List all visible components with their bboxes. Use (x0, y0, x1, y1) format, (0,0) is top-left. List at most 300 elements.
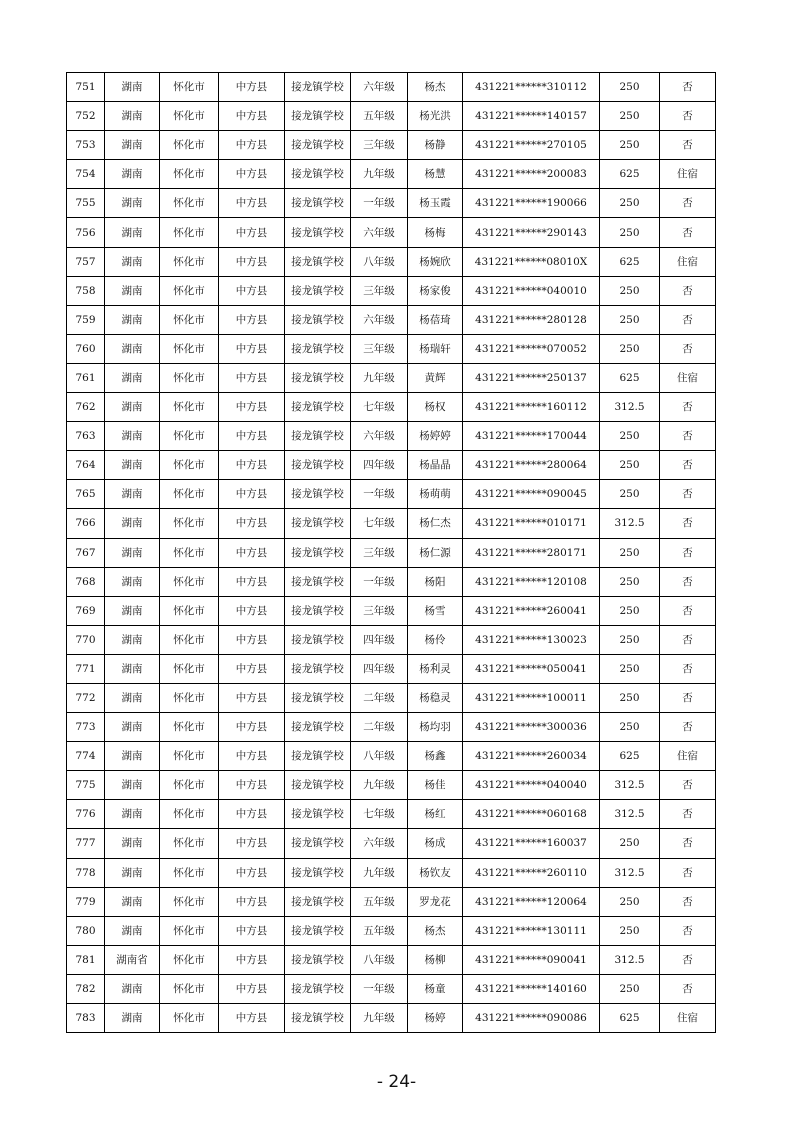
seq-cell: 778 (67, 858, 105, 887)
grade-cell: 三年级 (351, 596, 408, 625)
boarding-cell: 否 (660, 334, 716, 363)
city-cell: 怀化市 (160, 160, 219, 189)
id-number-cell: 431221******300036 (463, 713, 600, 742)
county-cell: 中方县 (219, 305, 285, 334)
school-cell: 接龙镇学校 (285, 393, 351, 422)
city-cell: 怀化市 (160, 247, 219, 276)
seq-cell: 754 (67, 160, 105, 189)
school-cell: 接龙镇学校 (285, 480, 351, 509)
school-cell: 接龙镇学校 (285, 73, 351, 102)
county-cell: 中方县 (219, 771, 285, 800)
county-cell: 中方县 (219, 276, 285, 305)
seq-cell: 751 (67, 73, 105, 102)
id-number-cell: 431221******040010 (463, 276, 600, 305)
name-cell: 杨红 (408, 800, 463, 829)
grade-cell: 六年级 (351, 218, 408, 247)
table-row (67, 800, 716, 829)
city-cell: 怀化市 (160, 218, 219, 247)
seq-cell: 763 (67, 422, 105, 451)
boarding-cell: 否 (660, 538, 716, 567)
county-cell: 中方县 (219, 567, 285, 596)
seq-cell: 782 (67, 974, 105, 1003)
grade-cell: 九年级 (351, 771, 408, 800)
city-cell: 怀化市 (160, 596, 219, 625)
boarding-cell: 否 (660, 218, 716, 247)
school-cell: 接龙镇学校 (285, 800, 351, 829)
school-cell: 接龙镇学校 (285, 683, 351, 712)
table-row (67, 887, 716, 916)
boarding-cell: 否 (660, 102, 716, 131)
grade-cell: 七年级 (351, 393, 408, 422)
city-cell: 怀化市 (160, 771, 219, 800)
school-cell: 接龙镇学校 (285, 451, 351, 480)
boarding-cell: 否 (660, 596, 716, 625)
province-cell: 湖南 (105, 596, 160, 625)
province-cell: 湖南 (105, 218, 160, 247)
table-row (67, 683, 716, 712)
table-row (67, 451, 716, 480)
city-cell: 怀化市 (160, 916, 219, 945)
boarding-cell: 否 (660, 305, 716, 334)
boarding-cell: 否 (660, 683, 716, 712)
grade-cell: 四年级 (351, 451, 408, 480)
county-cell: 中方县 (219, 683, 285, 712)
grade-cell: 六年级 (351, 73, 408, 102)
school-cell: 接龙镇学校 (285, 742, 351, 771)
grade-cell: 五年级 (351, 916, 408, 945)
table-row (67, 742, 716, 771)
seq-cell: 770 (67, 625, 105, 654)
id-number-cell: 431221******310112 (463, 73, 600, 102)
id-number-cell: 431221******280171 (463, 538, 600, 567)
name-cell: 杨家俊 (408, 276, 463, 305)
province-cell: 湖南 (105, 131, 160, 160)
amount-cell: 250 (600, 218, 660, 247)
amount-cell: 250 (600, 73, 660, 102)
amount-cell: 250 (600, 829, 660, 858)
table-row (67, 102, 716, 131)
province-cell: 湖南 (105, 713, 160, 742)
city-cell: 怀化市 (160, 887, 219, 916)
seq-cell: 765 (67, 480, 105, 509)
amount-cell: 312.5 (600, 393, 660, 422)
id-number-cell: 431221******270105 (463, 131, 600, 160)
grade-cell: 八年级 (351, 742, 408, 771)
province-cell: 湖南 (105, 916, 160, 945)
boarding-cell: 否 (660, 800, 716, 829)
province-cell: 湖南 (105, 422, 160, 451)
seq-cell: 756 (67, 218, 105, 247)
seq-cell: 766 (67, 509, 105, 538)
id-number-cell: 431221******260041 (463, 596, 600, 625)
amount-cell: 250 (600, 538, 660, 567)
county-cell: 中方县 (219, 858, 285, 887)
table-row (67, 829, 716, 858)
city-cell: 怀化市 (160, 305, 219, 334)
seq-cell: 767 (67, 538, 105, 567)
province-cell: 湖南 (105, 683, 160, 712)
table-row (67, 771, 716, 800)
id-number-cell: 431221******190066 (463, 189, 600, 218)
id-number-cell: 431221******090041 (463, 945, 600, 974)
amount-cell: 250 (600, 916, 660, 945)
id-number-cell: 431221******140157 (463, 102, 600, 131)
boarding-cell: 否 (660, 771, 716, 800)
seq-cell: 779 (67, 887, 105, 916)
province-cell: 湖南 (105, 480, 160, 509)
name-cell: 杨婷婷 (408, 422, 463, 451)
boarding-cell: 住宿 (660, 742, 716, 771)
amount-cell: 250 (600, 422, 660, 451)
boarding-cell: 住宿 (660, 247, 716, 276)
province-cell: 湖南 (105, 102, 160, 131)
school-cell: 接龙镇学校 (285, 625, 351, 654)
boarding-cell: 否 (660, 131, 716, 160)
name-cell: 杨阳 (408, 567, 463, 596)
school-cell: 接龙镇学校 (285, 363, 351, 392)
school-cell: 接龙镇学校 (285, 887, 351, 916)
seq-cell: 776 (67, 800, 105, 829)
id-number-cell: 431221******090045 (463, 480, 600, 509)
city-cell: 怀化市 (160, 509, 219, 538)
county-cell: 中方县 (219, 247, 285, 276)
id-number-cell: 431221******290143 (463, 218, 600, 247)
county-cell: 中方县 (219, 509, 285, 538)
table-row (67, 654, 716, 683)
county-cell: 中方县 (219, 393, 285, 422)
school-cell: 接龙镇学校 (285, 509, 351, 538)
boarding-cell: 否 (660, 480, 716, 509)
grade-cell: 三年级 (351, 131, 408, 160)
name-cell: 杨均羽 (408, 713, 463, 742)
seq-cell: 773 (67, 713, 105, 742)
city-cell: 怀化市 (160, 829, 219, 858)
city-cell: 怀化市 (160, 451, 219, 480)
seq-cell: 780 (67, 916, 105, 945)
province-cell: 湖南 (105, 305, 160, 334)
school-cell: 接龙镇学校 (285, 102, 351, 131)
province-cell: 湖南省 (105, 945, 160, 974)
city-cell: 怀化市 (160, 567, 219, 596)
province-cell: 湖南 (105, 334, 160, 363)
id-number-cell: 431221******120064 (463, 887, 600, 916)
name-cell: 杨佳 (408, 771, 463, 800)
city-cell: 怀化市 (160, 480, 219, 509)
boarding-cell: 否 (660, 654, 716, 683)
grade-cell: 九年级 (351, 1004, 408, 1033)
grade-cell: 一年级 (351, 567, 408, 596)
boarding-cell: 否 (660, 509, 716, 538)
province-cell: 湖南 (105, 567, 160, 596)
grade-cell: 五年级 (351, 887, 408, 916)
id-number-cell: 431221******160037 (463, 829, 600, 858)
city-cell: 怀化市 (160, 131, 219, 160)
id-number-cell: 431221******090086 (463, 1004, 600, 1033)
id-number-cell: 431221******280128 (463, 305, 600, 334)
table-row (67, 305, 716, 334)
amount-cell: 250 (600, 334, 660, 363)
province-cell: 湖南 (105, 974, 160, 1003)
grade-cell: 一年级 (351, 974, 408, 1003)
grade-cell: 六年级 (351, 829, 408, 858)
grade-cell: 一年级 (351, 480, 408, 509)
seq-cell: 775 (67, 771, 105, 800)
grade-cell: 一年级 (351, 189, 408, 218)
name-cell: 杨婉欣 (408, 247, 463, 276)
province-cell: 湖南 (105, 509, 160, 538)
grade-cell: 三年级 (351, 276, 408, 305)
amount-cell: 312.5 (600, 800, 660, 829)
name-cell: 杨瑞轩 (408, 334, 463, 363)
amount-cell: 250 (600, 654, 660, 683)
county-cell: 中方县 (219, 625, 285, 654)
id-number-cell: 431221******130023 (463, 625, 600, 654)
table-row (67, 1004, 716, 1033)
county-cell: 中方县 (219, 189, 285, 218)
amount-cell: 312.5 (600, 771, 660, 800)
name-cell: 杨蓓琦 (408, 305, 463, 334)
boarding-cell: 否 (660, 73, 716, 102)
school-cell: 接龙镇学校 (285, 858, 351, 887)
grade-cell: 二年级 (351, 683, 408, 712)
city-cell: 怀化市 (160, 742, 219, 771)
table-row (67, 713, 716, 742)
table-row (67, 160, 716, 189)
name-cell: 杨柳 (408, 945, 463, 974)
school-cell: 接龙镇学校 (285, 538, 351, 567)
seq-cell: 760 (67, 334, 105, 363)
amount-cell: 250 (600, 131, 660, 160)
seq-cell: 774 (67, 742, 105, 771)
school-cell: 接龙镇学校 (285, 189, 351, 218)
grade-cell: 九年级 (351, 160, 408, 189)
county-cell: 中方县 (219, 596, 285, 625)
city-cell: 怀化市 (160, 625, 219, 654)
county-cell: 中方县 (219, 887, 285, 916)
amount-cell: 250 (600, 974, 660, 1003)
id-number-cell: 431221******120108 (463, 567, 600, 596)
province-cell: 湖南 (105, 247, 160, 276)
name-cell: 杨权 (408, 393, 463, 422)
county-cell: 中方县 (219, 160, 285, 189)
province-cell: 湖南 (105, 160, 160, 189)
boarding-cell: 否 (660, 974, 716, 1003)
seq-cell: 752 (67, 102, 105, 131)
city-cell: 怀化市 (160, 1004, 219, 1033)
grade-cell: 二年级 (351, 713, 408, 742)
seq-cell: 777 (67, 829, 105, 858)
name-cell: 杨玉霞 (408, 189, 463, 218)
amount-cell: 625 (600, 1004, 660, 1033)
seq-cell: 769 (67, 596, 105, 625)
city-cell: 怀化市 (160, 945, 219, 974)
table-row (67, 625, 716, 654)
province-cell: 湖南 (105, 625, 160, 654)
amount-cell: 312.5 (600, 858, 660, 887)
amount-cell: 250 (600, 480, 660, 509)
city-cell: 怀化市 (160, 654, 219, 683)
province-cell: 湖南 (105, 887, 160, 916)
id-number-cell: 431221******010171 (463, 509, 600, 538)
school-cell: 接龙镇学校 (285, 305, 351, 334)
city-cell: 怀化市 (160, 683, 219, 712)
id-number-cell: 431221******170044 (463, 422, 600, 451)
table-row (67, 858, 716, 887)
province-cell: 湖南 (105, 742, 160, 771)
city-cell: 怀化市 (160, 800, 219, 829)
name-cell: 杨婷 (408, 1004, 463, 1033)
amount-cell: 250 (600, 713, 660, 742)
name-cell: 罗龙花 (408, 887, 463, 916)
id-number-cell: 431221******250137 (463, 363, 600, 392)
province-cell: 湖南 (105, 771, 160, 800)
school-cell: 接龙镇学校 (285, 713, 351, 742)
province-cell: 湖南 (105, 276, 160, 305)
grade-cell: 七年级 (351, 800, 408, 829)
id-number-cell: 431221******070052 (463, 334, 600, 363)
province-cell: 湖南 (105, 189, 160, 218)
county-cell: 中方县 (219, 974, 285, 1003)
name-cell: 杨光洪 (408, 102, 463, 131)
boarding-cell: 否 (660, 422, 716, 451)
grade-cell: 七年级 (351, 509, 408, 538)
id-number-cell: 431221******260110 (463, 858, 600, 887)
grade-cell: 五年级 (351, 102, 408, 131)
table-row (67, 189, 716, 218)
table-row (67, 334, 716, 363)
county-cell: 中方县 (219, 945, 285, 974)
school-cell: 接龙镇学校 (285, 276, 351, 305)
name-cell: 杨杰 (408, 916, 463, 945)
boarding-cell: 否 (660, 858, 716, 887)
name-cell: 杨利灵 (408, 654, 463, 683)
table-row (67, 567, 716, 596)
city-cell: 怀化市 (160, 393, 219, 422)
boarding-cell: 否 (660, 887, 716, 916)
grade-cell: 八年级 (351, 945, 408, 974)
city-cell: 怀化市 (160, 363, 219, 392)
table-row (67, 945, 716, 974)
amount-cell: 625 (600, 742, 660, 771)
city-cell: 怀化市 (160, 422, 219, 451)
school-cell: 接龙镇学校 (285, 916, 351, 945)
table-row (67, 916, 716, 945)
city-cell: 怀化市 (160, 713, 219, 742)
county-cell: 中方县 (219, 334, 285, 363)
name-cell: 杨晶晶 (408, 451, 463, 480)
seq-cell: 758 (67, 276, 105, 305)
county-cell: 中方县 (219, 1004, 285, 1033)
grade-cell: 三年级 (351, 334, 408, 363)
county-cell: 中方县 (219, 916, 285, 945)
table-row (67, 363, 716, 392)
city-cell: 怀化市 (160, 538, 219, 567)
province-cell: 湖南 (105, 363, 160, 392)
school-cell: 接龙镇学校 (285, 131, 351, 160)
city-cell: 怀化市 (160, 102, 219, 131)
school-cell: 接龙镇学校 (285, 596, 351, 625)
amount-cell: 250 (600, 887, 660, 916)
boarding-cell: 否 (660, 945, 716, 974)
province-cell: 湖南 (105, 73, 160, 102)
boarding-cell: 住宿 (660, 160, 716, 189)
seq-cell: 753 (67, 131, 105, 160)
county-cell: 中方县 (219, 742, 285, 771)
boarding-cell: 否 (660, 276, 716, 305)
amount-cell: 625 (600, 247, 660, 276)
amount-cell: 250 (600, 189, 660, 218)
table-row (67, 393, 716, 422)
name-cell: 杨雪 (408, 596, 463, 625)
seq-cell: 771 (67, 654, 105, 683)
city-cell: 怀化市 (160, 334, 219, 363)
table-row (67, 974, 716, 1003)
school-cell: 接龙镇学校 (285, 654, 351, 683)
grade-cell: 九年级 (351, 363, 408, 392)
name-cell: 杨慧 (408, 160, 463, 189)
city-cell: 怀化市 (160, 974, 219, 1003)
province-cell: 湖南 (105, 451, 160, 480)
amount-cell: 312.5 (600, 509, 660, 538)
id-number-cell: 431221******060168 (463, 800, 600, 829)
name-cell: 杨钦友 (408, 858, 463, 887)
province-cell: 湖南 (105, 1004, 160, 1033)
grade-cell: 九年级 (351, 858, 408, 887)
amount-cell: 250 (600, 683, 660, 712)
county-cell: 中方县 (219, 73, 285, 102)
id-number-cell: 431221******160112 (463, 393, 600, 422)
table-row (67, 131, 716, 160)
id-number-cell: 431221******280064 (463, 451, 600, 480)
name-cell: 杨梅 (408, 218, 463, 247)
seq-cell: 762 (67, 393, 105, 422)
amount-cell: 250 (600, 625, 660, 654)
county-cell: 中方县 (219, 654, 285, 683)
grade-cell: 六年级 (351, 422, 408, 451)
school-cell: 接龙镇学校 (285, 567, 351, 596)
name-cell: 杨仁源 (408, 538, 463, 567)
name-cell: 杨成 (408, 829, 463, 858)
province-cell: 湖南 (105, 538, 160, 567)
seq-cell: 757 (67, 247, 105, 276)
seq-cell: 783 (67, 1004, 105, 1033)
seq-cell: 755 (67, 189, 105, 218)
roster-body (67, 73, 716, 1033)
city-cell: 怀化市 (160, 276, 219, 305)
boarding-cell: 住宿 (660, 363, 716, 392)
page-number: - 24- (376, 1072, 417, 1092)
name-cell: 杨仁杰 (408, 509, 463, 538)
seq-cell: 759 (67, 305, 105, 334)
name-cell: 杨萌萌 (408, 480, 463, 509)
table-row (67, 480, 716, 509)
province-cell: 湖南 (105, 800, 160, 829)
grade-cell: 四年级 (351, 654, 408, 683)
id-number-cell: 431221******100011 (463, 683, 600, 712)
name-cell: 杨杰 (408, 73, 463, 102)
county-cell: 中方县 (219, 102, 285, 131)
school-cell: 接龙镇学校 (285, 247, 351, 276)
grade-cell: 四年级 (351, 625, 408, 654)
seq-cell: 781 (67, 945, 105, 974)
amount-cell: 250 (600, 567, 660, 596)
county-cell: 中方县 (219, 218, 285, 247)
id-number-cell: 431221******200083 (463, 160, 600, 189)
seq-cell: 772 (67, 683, 105, 712)
name-cell: 杨静 (408, 131, 463, 160)
table-row (67, 73, 716, 102)
province-cell: 湖南 (105, 393, 160, 422)
